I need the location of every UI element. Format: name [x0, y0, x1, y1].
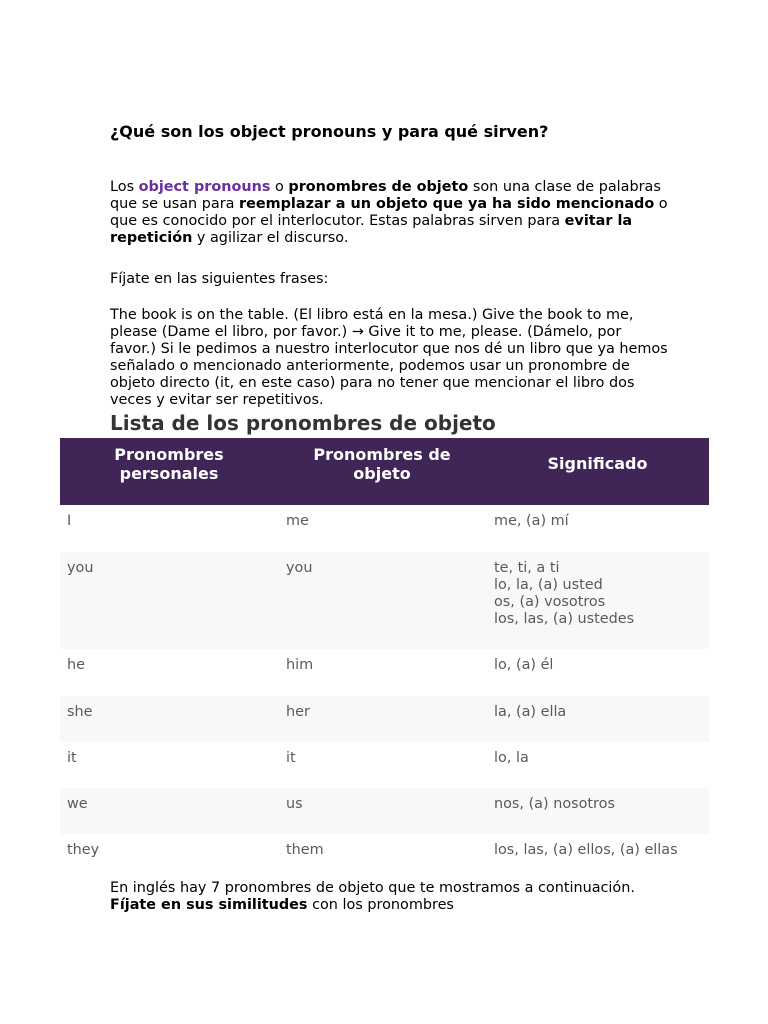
intro-bold-text: reemplazar a un objeto que ya ha sido mencionado	[239, 196, 655, 212]
object-pronoun-cell: him	[286, 657, 314, 673]
personal-pronoun-cell: it	[67, 750, 77, 766]
table-header	[60, 438, 709, 505]
footer-text: con los pronombres	[307, 897, 454, 913]
example-paragraph: The book is on the table. (El libro está en la mesa.) Give the book to me, please (Dame el libro, por favor.) → Give it to me, please. (Dámelo, por favor.) Si le pedimos a nuestro interlocutor que nos dé un libro que ya hemos señalado o mencionado anteriormente, podemos usar un pronombre de objeto directo (it, en este caso) para no tener que mencionar el libro dos veces y evitar ser repetitivos.	[110, 307, 668, 408]
header-cell-meaning: Significado	[547, 454, 648, 473]
personal-pronoun-cell: she	[67, 704, 93, 720]
table-row	[60, 649, 709, 696]
personal-pronoun-cell: you	[67, 560, 94, 576]
intro-bold-text: evitar la repetición	[110, 213, 633, 246]
intro-text: o	[270, 179, 289, 195]
object-pronoun-cell: us	[286, 796, 303, 812]
intro-text: son una clase de palabras que se usan para	[110, 179, 661, 212]
footer-text: En inglés hay 7 pronombres de objeto que te mostramos a continuación.	[110, 880, 635, 896]
pronouns-table	[60, 438, 709, 874]
personal-pronoun-cell: we	[67, 796, 88, 812]
intro-text: y agilizar el discurso.	[192, 230, 349, 246]
meaning-cell: la, (a) ella	[494, 704, 567, 720]
object-pronoun-cell: me	[286, 513, 309, 529]
meaning-cell: los, las, (a) ellos, (a) ellas	[494, 842, 678, 858]
meaning-cell: nos, (a) nosotros	[494, 796, 615, 812]
header-cell-object: Pronombres de objeto	[313, 444, 451, 483]
object-pronoun-cell: you	[286, 560, 313, 576]
footer-paragraph	[110, 880, 670, 914]
table-row	[60, 834, 709, 874]
personal-pronoun-cell: he	[67, 657, 85, 673]
object-pronoun-cell: it	[286, 750, 296, 766]
object-pronouns-link[interactable]: object pronouns	[138, 179, 271, 195]
meaning-cell: lo, (a) él	[494, 657, 554, 673]
footer-bold-text: Fíjate en sus similitudes	[110, 897, 308, 913]
object-pronoun-cell: them	[286, 842, 324, 858]
meaning-cell: te, ti, a ti lo, la, (a) usted os, (a) vosotros los, las, (a) ustedes	[494, 560, 635, 627]
table-row	[60, 505, 709, 552]
table-row	[60, 742, 709, 788]
meaning-cell: me, (a) mí	[494, 513, 569, 529]
meaning-cell: lo, la	[494, 750, 529, 766]
page-title: ¿Qué son los object pronouns y para qué sirven?	[110, 122, 549, 141]
intro-bold-text: pronombres de objeto	[288, 179, 469, 195]
note-paragraph: Fíjate en las siguientes frases:	[110, 271, 329, 287]
table-heading: Lista de los pronombres de objeto	[110, 411, 496, 435]
intro-text: Los	[110, 179, 139, 195]
personal-pronoun-cell: I	[67, 513, 72, 529]
header-cell-personal: Pronombres personales	[114, 444, 224, 483]
intro-paragraph	[110, 179, 670, 247]
intro-text: o que es conocido por el interlocutor. Estas palabras sirven para	[110, 196, 668, 229]
table-row	[60, 552, 709, 649]
personal-pronoun-cell: they	[67, 842, 100, 858]
table-row	[60, 788, 709, 834]
table-row	[60, 696, 709, 742]
object-pronoun-cell: her	[286, 704, 310, 720]
